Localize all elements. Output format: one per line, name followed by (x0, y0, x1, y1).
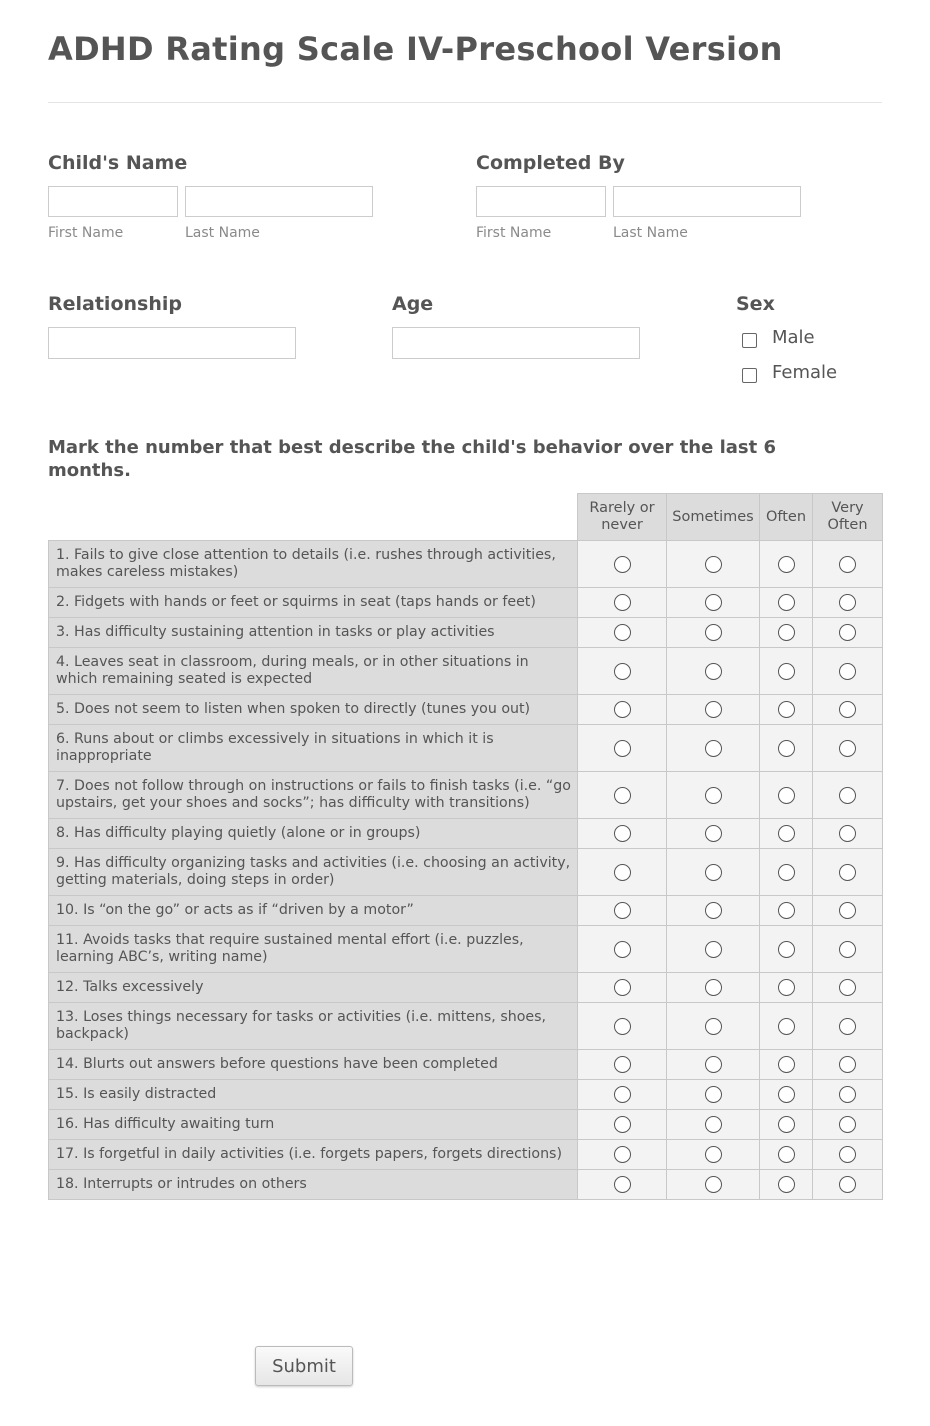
rating-radio[interactable] (839, 902, 856, 919)
rating-radio[interactable] (705, 740, 722, 757)
submit-button[interactable]: Submit (255, 1346, 353, 1386)
rating-cell (760, 541, 813, 588)
male-checkbox[interactable] (742, 333, 757, 348)
rating-cell (760, 725, 813, 772)
table-row (49, 772, 883, 819)
rating-cell (578, 1050, 667, 1080)
rating-cell (667, 849, 760, 896)
rating-cell (813, 541, 883, 588)
question-text: 6. Runs about or climbs excessively in situations in which it is inappropriate (49, 725, 578, 772)
rating-radio[interactable] (839, 624, 856, 641)
rating-cell (578, 1110, 667, 1140)
rating-radio[interactable] (778, 663, 795, 680)
rating-cell (667, 1170, 760, 1200)
rating-cell (813, 1110, 883, 1140)
rating-radio[interactable] (614, 1116, 631, 1133)
rating-radio[interactable] (705, 1146, 722, 1163)
question-text: 17. Is forgetful in daily activities (i.e. forgets papers, forgets directions) (49, 1140, 578, 1170)
rating-cell (667, 1080, 760, 1110)
table-row (49, 725, 883, 772)
page-title: ADHD Rating Scale IV-Preschool Version (48, 30, 783, 68)
rating-cell (813, 1050, 883, 1080)
question-text: 11. Avoids tasks that require sustained mental effort (i.e. puzzles, learning ABC’s, writing name) (49, 926, 578, 973)
table-row (49, 926, 883, 973)
child-first-name-input[interactable] (48, 186, 178, 217)
rating-radio[interactable] (705, 941, 722, 958)
rating-radio[interactable] (705, 556, 722, 573)
column-header: Very Often (813, 494, 883, 541)
rating-cell (667, 695, 760, 725)
rating-cell (813, 648, 883, 695)
instructions: Mark the number that best describe the child's behavior over the last 6 months. (48, 437, 777, 481)
rating-radio[interactable] (839, 1116, 856, 1133)
female-checkbox[interactable] (742, 368, 757, 383)
table-row (49, 973, 883, 1003)
completed-by-first-name-sublabel: First Name (476, 225, 552, 241)
rating-radio[interactable] (839, 594, 856, 611)
rating-cell (760, 1110, 813, 1140)
rating-matrix (48, 493, 883, 1200)
rating-radio[interactable] (614, 701, 631, 718)
table-row (49, 648, 883, 695)
rating-radio[interactable] (705, 1116, 722, 1133)
rating-radio[interactable] (705, 624, 722, 641)
rating-cell (667, 541, 760, 588)
rating-cell (760, 618, 813, 648)
rating-radio[interactable] (705, 1056, 722, 1073)
age-label: Age (392, 293, 434, 315)
rating-cell (667, 725, 760, 772)
rating-radio[interactable] (614, 941, 631, 958)
rating-cell (760, 1080, 813, 1110)
sex-label: Sex (736, 293, 775, 315)
table-row (49, 1003, 883, 1050)
rating-radio[interactable] (778, 1176, 795, 1193)
rating-radio[interactable] (705, 663, 722, 680)
rating-cell (667, 648, 760, 695)
completed-by-first-name-input[interactable] (476, 186, 606, 217)
rating-cell (578, 973, 667, 1003)
rating-radio[interactable] (778, 902, 795, 919)
question-text: 1. Fails to give close attention to details (i.e. rushes through activities, makes careless mistakes) (49, 541, 578, 588)
rating-cell (667, 1050, 760, 1080)
rating-radio[interactable] (778, 787, 795, 804)
question-text: 13. Loses things necessary for tasks or activities (i.e. mittens, shoes, backpack) (49, 1003, 578, 1050)
rating-cell (578, 541, 667, 588)
child-last-name-input[interactable] (185, 186, 373, 217)
rating-cell (813, 725, 883, 772)
rating-cell (813, 695, 883, 725)
rating-cell (578, 695, 667, 725)
completed-by-last-name-input[interactable] (613, 186, 801, 217)
relationship-input[interactable] (48, 327, 296, 359)
rating-cell (578, 896, 667, 926)
rating-cell (760, 648, 813, 695)
rating-radio[interactable] (778, 1116, 795, 1133)
rating-radio[interactable] (614, 1056, 631, 1073)
question-text: 4. Leaves seat in classroom, during meals, or in other situations in which remaining seated is expected (49, 648, 578, 695)
rating-cell (578, 819, 667, 849)
rating-radio[interactable] (778, 594, 795, 611)
rating-radio[interactable] (778, 825, 795, 842)
question-text: 12. Talks excessively (49, 973, 578, 1003)
rating-cell (667, 588, 760, 618)
rating-cell (813, 896, 883, 926)
rating-cell (760, 772, 813, 819)
male-label: Male (772, 327, 815, 348)
rating-cell (813, 819, 883, 849)
rating-cell (667, 618, 760, 648)
rating-radio[interactable] (705, 1018, 722, 1035)
question-text: 5. Does not seem to listen when spoken to directly (tunes you out) (49, 695, 578, 725)
rating-radio[interactable] (839, 1176, 856, 1193)
question-text: 18. Interrupts or intrudes on others (49, 1170, 578, 1200)
rating-radio[interactable] (614, 740, 631, 757)
table-row (49, 588, 883, 618)
rating-radio[interactable] (839, 701, 856, 718)
rating-cell (578, 926, 667, 973)
rating-radio[interactable] (705, 979, 722, 996)
table-row (49, 896, 883, 926)
rating-cell (578, 1003, 667, 1050)
rating-cell (813, 588, 883, 618)
question-text: 8. Has difficulty playing quietly (alone or in groups) (49, 819, 578, 849)
question-text: 9. Has difficulty organizing tasks and activities (i.e. choosing an activity, getting materials, doing steps in order) (49, 849, 578, 896)
rating-radio[interactable] (614, 663, 631, 680)
question-text: 16. Has difficulty awaiting turn (49, 1110, 578, 1140)
rating-radio[interactable] (839, 740, 856, 757)
question-text: 10. Is “on the go” or acts as if “driven by a motor” (49, 896, 578, 926)
question-text: 14. Blurts out answers before questions have been completed (49, 1050, 578, 1080)
rating-radio[interactable] (614, 1176, 631, 1193)
childs-name-label: Child's Name (48, 152, 188, 174)
rating-radio[interactable] (778, 701, 795, 718)
table-row (49, 695, 883, 725)
rating-radio[interactable] (705, 864, 722, 881)
rating-radio[interactable] (614, 556, 631, 573)
rating-cell (813, 926, 883, 973)
table-row (49, 1170, 883, 1200)
age-input[interactable] (392, 327, 640, 359)
rating-cell (578, 1170, 667, 1200)
rating-cell (578, 849, 667, 896)
rating-radio[interactable] (839, 979, 856, 996)
rating-cell (760, 926, 813, 973)
rating-cell (813, 1003, 883, 1050)
rating-cell (667, 1140, 760, 1170)
rating-radio[interactable] (778, 1056, 795, 1073)
rating-radio[interactable] (614, 825, 631, 842)
column-header: Sometimes (667, 494, 760, 541)
rating-cell (760, 1140, 813, 1170)
rating-cell (760, 973, 813, 1003)
rating-cell (578, 725, 667, 772)
table-row (49, 541, 883, 588)
rating-radio[interactable] (778, 941, 795, 958)
rating-cell (667, 896, 760, 926)
rating-radio[interactable] (614, 624, 631, 641)
rating-cell (760, 819, 813, 849)
completed-by-last-name-sublabel: Last Name (613, 225, 688, 241)
rating-cell (813, 973, 883, 1003)
table-row (49, 618, 883, 648)
rating-radio[interactable] (839, 663, 856, 680)
rating-radio[interactable] (705, 1086, 722, 1103)
table-row (49, 1110, 883, 1140)
rating-cell (667, 1110, 760, 1140)
rating-cell (760, 1003, 813, 1050)
rating-radio[interactable] (778, 556, 795, 573)
rating-cell (667, 926, 760, 973)
rating-radio[interactable] (614, 1086, 631, 1103)
rating-radio[interactable] (614, 902, 631, 919)
rating-cell (578, 1080, 667, 1110)
rating-cell (667, 973, 760, 1003)
rating-cell (813, 618, 883, 648)
child-first-name-sublabel: First Name (48, 225, 124, 241)
rating-cell (578, 588, 667, 618)
rating-cell (578, 772, 667, 819)
column-header: Rarely or never (578, 494, 667, 541)
rating-radio[interactable] (839, 1086, 856, 1103)
rating-radio[interactable] (705, 1176, 722, 1193)
rating-radio[interactable] (778, 1146, 795, 1163)
rating-cell (578, 1140, 667, 1170)
rating-radio[interactable] (839, 556, 856, 573)
rating-radio[interactable] (614, 1146, 631, 1163)
rating-radio[interactable] (705, 825, 722, 842)
rating-radio[interactable] (778, 624, 795, 641)
divider (48, 102, 882, 103)
rating-cell (760, 588, 813, 618)
rating-cell (578, 618, 667, 648)
question-text: 7. Does not follow through on instructions or fails to finish tasks (i.e. “go upstairs, get your shoes and socks”; has difficulty with transitions) (49, 772, 578, 819)
rating-cell (760, 849, 813, 896)
rating-cell (813, 849, 883, 896)
rating-cell (667, 772, 760, 819)
header-blank (49, 494, 578, 541)
rating-radio[interactable] (614, 1018, 631, 1035)
rating-radio[interactable] (705, 594, 722, 611)
female-label: Female (772, 362, 838, 383)
relationship-label: Relationship (48, 293, 182, 315)
rating-cell (760, 695, 813, 725)
rating-radio[interactable] (778, 864, 795, 881)
rating-radio[interactable] (614, 787, 631, 804)
rating-cell (667, 819, 760, 849)
question-text: 3. Has difficulty sustaining attention in tasks or play activities (49, 618, 578, 648)
child-last-name-sublabel: Last Name (185, 225, 260, 241)
rating-cell (760, 1050, 813, 1080)
rating-radio[interactable] (614, 594, 631, 611)
rating-radio[interactable] (778, 740, 795, 757)
rating-radio[interactable] (778, 1018, 795, 1035)
rating-radio[interactable] (839, 941, 856, 958)
rating-radio[interactable] (614, 864, 631, 881)
rating-radio[interactable] (839, 864, 856, 881)
table-row (49, 1050, 883, 1080)
rating-cell (813, 1080, 883, 1110)
question-text: 2. Fidgets with hands or feet or squirms in seat (taps hands or feet) (49, 588, 578, 618)
column-header: Often (760, 494, 813, 541)
rating-radio[interactable] (839, 1018, 856, 1035)
rating-radio[interactable] (839, 825, 856, 842)
rating-radio[interactable] (614, 979, 631, 996)
rating-radio[interactable] (778, 979, 795, 996)
question-text: 15. Is easily distracted (49, 1080, 578, 1110)
rating-radio[interactable] (839, 1146, 856, 1163)
rating-cell (813, 1140, 883, 1170)
table-row (49, 819, 883, 849)
completed-by-label: Completed By (476, 152, 625, 174)
rating-cell (760, 896, 813, 926)
rating-cell (760, 1170, 813, 1200)
table-row (49, 1080, 883, 1110)
table-row (49, 849, 883, 896)
rating-radio[interactable] (705, 787, 722, 804)
table-row (49, 1140, 883, 1170)
rating-radio[interactable] (839, 787, 856, 804)
rating-radio[interactable] (839, 1056, 856, 1073)
rating-cell (667, 1003, 760, 1050)
rating-radio[interactable] (705, 701, 722, 718)
rating-cell (813, 772, 883, 819)
rating-cell (578, 648, 667, 695)
rating-radio[interactable] (778, 1086, 795, 1103)
rating-cell (813, 1170, 883, 1200)
rating-radio[interactable] (705, 902, 722, 919)
